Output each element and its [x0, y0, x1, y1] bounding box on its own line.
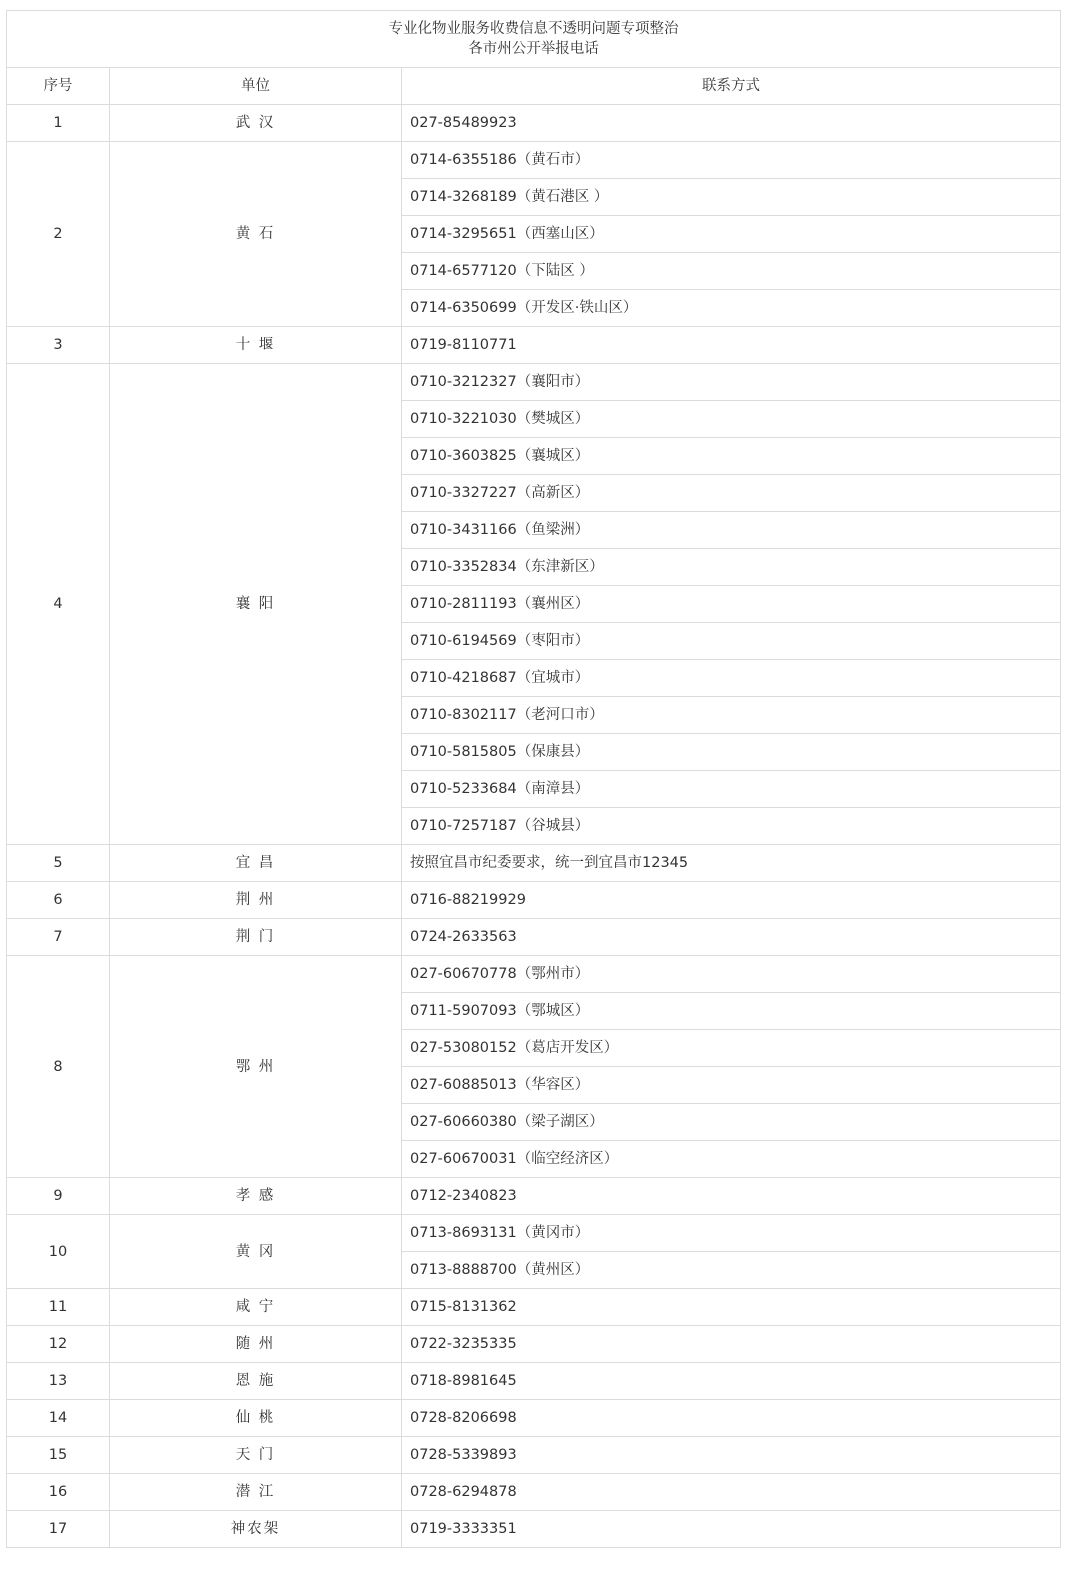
table-row — [7, 1215, 1061, 1252]
row-unit: 咸 宁 — [110, 1289, 402, 1326]
table-row — [7, 882, 1061, 919]
row-contact-phone: 0715-8131362 — [402, 1289, 1061, 1326]
row-index: 3 — [7, 327, 110, 364]
table-body — [7, 11, 1061, 1548]
row-contact-phone: 0714-6577120（下陆区 ） — [402, 253, 1061, 290]
row-unit: 荆 门 — [110, 919, 402, 956]
row-unit: 襄 阳 — [110, 364, 402, 845]
row-contact-phone: 0716-88219929 — [402, 882, 1061, 919]
row-contact-phone: 0714-6350699（开发区·铁山区） — [402, 290, 1061, 327]
row-unit: 十 堰 — [110, 327, 402, 364]
table-row — [7, 105, 1061, 142]
row-contact-phone: 0710-6194569（枣阳市） — [402, 623, 1061, 660]
row-index: 10 — [7, 1215, 110, 1289]
row-contact-phone: 0728-6294878 — [402, 1474, 1061, 1511]
row-contact-phone: 0714-3295651（西塞山区） — [402, 216, 1061, 253]
row-unit: 恩 施 — [110, 1363, 402, 1400]
row-contact-phone: 027-60670778（鄂州市） — [402, 956, 1061, 993]
row-index: 14 — [7, 1400, 110, 1437]
header-unit: 单位 — [110, 68, 402, 105]
row-contact-phone: 027-60885013（华容区） — [402, 1067, 1061, 1104]
row-index: 7 — [7, 919, 110, 956]
row-contact-phone: 0724-2633563 — [402, 919, 1061, 956]
table-row — [7, 1363, 1061, 1400]
row-contact-phone: 0719-8110771 — [402, 327, 1061, 364]
table-row — [7, 956, 1061, 993]
row-contact-phone: 0714-3268189（黄石港区 ） — [402, 179, 1061, 216]
row-contact-phone: 027-53080152（葛店开发区） — [402, 1030, 1061, 1067]
table-row — [7, 1326, 1061, 1363]
row-contact-phone: 按照宜昌市纪委要求，统一到宜昌市12345 — [402, 845, 1061, 882]
table-row — [7, 1178, 1061, 1215]
row-contact-phone: 0711-5907093（鄂城区） — [402, 993, 1061, 1030]
row-unit: 武 汉 — [110, 105, 402, 142]
header-row — [7, 68, 1061, 105]
table-row — [7, 1437, 1061, 1474]
table-row — [7, 142, 1061, 179]
row-contact-phone: 0712-2340823 — [402, 1178, 1061, 1215]
row-contact-phone: 0710-5815805（保康县） — [402, 734, 1061, 771]
row-unit: 黄 石 — [110, 142, 402, 327]
row-contact-phone: 027-60660380（梁子湖区） — [402, 1104, 1061, 1141]
row-index: 5 — [7, 845, 110, 882]
header-index: 序号 — [7, 68, 110, 105]
row-unit: 神农架 — [110, 1511, 402, 1548]
row-index: 8 — [7, 956, 110, 1178]
table-row — [7, 364, 1061, 401]
table-row — [7, 1289, 1061, 1326]
row-contact-phone: 0713-8888700（黄州区） — [402, 1252, 1061, 1289]
row-contact-phone: 0710-5233684（南漳县） — [402, 771, 1061, 808]
table-title — [7, 11, 1061, 68]
row-index: 6 — [7, 882, 110, 919]
row-unit: 宜 昌 — [110, 845, 402, 882]
row-contact-phone: 0718-8981645 — [402, 1363, 1061, 1400]
row-unit: 荆 州 — [110, 882, 402, 919]
row-contact-phone: 0710-3603825（襄城区） — [402, 438, 1061, 475]
row-unit: 黄 冈 — [110, 1215, 402, 1289]
table-row — [7, 1474, 1061, 1511]
row-contact-phone: 0710-3221030（樊城区） — [402, 401, 1061, 438]
row-contact-phone: 0710-8302117（老河口市） — [402, 697, 1061, 734]
row-index: 4 — [7, 364, 110, 845]
row-contact-phone: 0728-8206698 — [402, 1400, 1061, 1437]
row-unit: 潜 江 — [110, 1474, 402, 1511]
header-contact: 联系方式 — [402, 68, 1061, 105]
row-index: 1 — [7, 105, 110, 142]
row-index: 11 — [7, 1289, 110, 1326]
row-index: 12 — [7, 1326, 110, 1363]
table-row — [7, 1511, 1061, 1548]
row-contact-phone: 0714-6355186（黄石市） — [402, 142, 1061, 179]
row-contact-phone: 0713-8693131（黄冈市） — [402, 1215, 1061, 1252]
row-contact-phone: 0710-3352834（东津新区） — [402, 549, 1061, 586]
row-contact-phone: 027-85489923 — [402, 105, 1061, 142]
table-title-line-2: 各市州公开举报电话 — [468, 41, 599, 57]
row-contact-phone: 0719-3333351 — [402, 1511, 1061, 1548]
row-index: 17 — [7, 1511, 110, 1548]
table-row — [7, 327, 1061, 364]
row-index: 16 — [7, 1474, 110, 1511]
row-index: 2 — [7, 142, 110, 327]
row-contact-phone: 0710-7257187（谷城县） — [402, 808, 1061, 845]
row-index: 13 — [7, 1363, 110, 1400]
row-contact-phone: 0728-5339893 — [402, 1437, 1061, 1474]
row-contact-phone: 0722-3235335 — [402, 1326, 1061, 1363]
table-row — [7, 919, 1061, 956]
row-index: 9 — [7, 1178, 110, 1215]
row-contact-phone: 0710-3431166（鱼梁洲） — [402, 512, 1061, 549]
table-title-line-1: 专业化物业服务收费信息不透明问题专项整治 — [388, 21, 679, 37]
row-contact-phone: 0710-3327227（高新区） — [402, 475, 1061, 512]
row-unit: 孝 感 — [110, 1178, 402, 1215]
row-contact-phone: 0710-3212327（襄阳市） — [402, 364, 1061, 401]
row-contact-phone: 0710-2811193（襄州区） — [402, 586, 1061, 623]
row-contact-phone: 027-60670031（临空经济区） — [402, 1141, 1061, 1178]
row-index: 15 — [7, 1437, 110, 1474]
title-row — [7, 11, 1061, 68]
row-unit: 鄂 州 — [110, 956, 402, 1178]
table-row — [7, 1400, 1061, 1437]
row-unit: 随 州 — [110, 1326, 402, 1363]
table-row — [7, 845, 1061, 882]
row-unit: 仙 桃 — [110, 1400, 402, 1437]
row-unit: 天 门 — [110, 1437, 402, 1474]
row-contact-phone: 0710-4218687（宜城市） — [402, 660, 1061, 697]
report-phone-table — [6, 10, 1061, 1548]
